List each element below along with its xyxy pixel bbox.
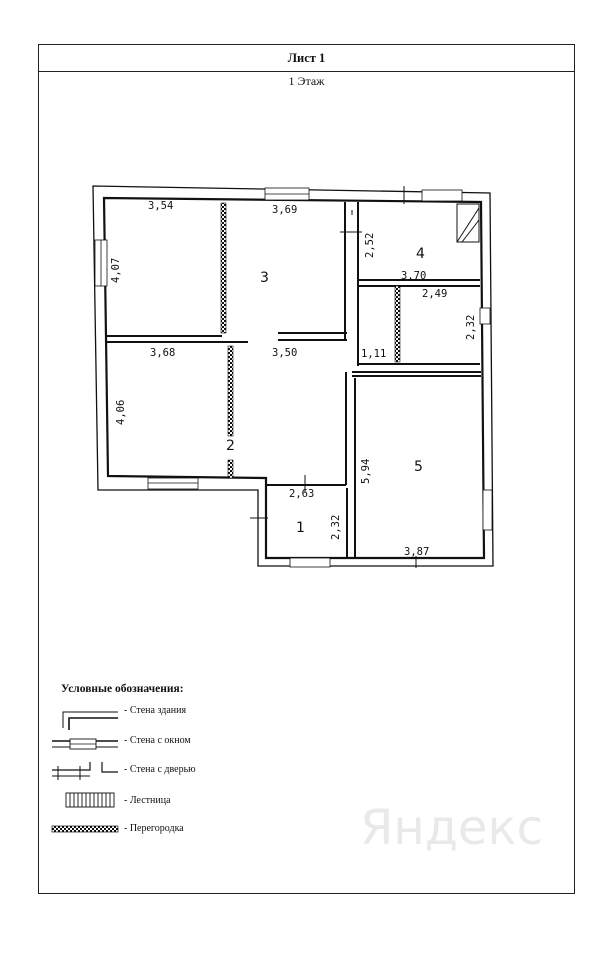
dim-closet-width: 1,11 (361, 348, 387, 360)
dim-small-room-height: 2,32 (465, 314, 477, 340)
dim-room1-height: 2,32 (330, 514, 342, 540)
stair-box (457, 204, 479, 242)
door-wall-symbol (52, 762, 118, 780)
dim-room5-height: 5,94 (360, 458, 372, 484)
room-number-1: 1 (296, 520, 305, 536)
dim-room3-width: 3,69 (272, 204, 298, 216)
room-number-2: 2 (226, 438, 235, 454)
dim-room1-width: 2,63 (289, 488, 315, 500)
legend-title: Условные обозначения: (61, 683, 184, 695)
dim-small-room-width: 2,49 (422, 288, 448, 300)
legend-label-partition: - Перегородка (124, 823, 184, 834)
dim-room2-width: 3,50 (272, 347, 298, 359)
floor-label: 1 Этаж (288, 74, 325, 88)
dim-room5-width: 3,87 (404, 546, 430, 558)
room-number-5: 5 (414, 459, 423, 475)
room-number-3: 3 (260, 270, 269, 286)
dim-top-left-width: 3,54 (148, 200, 174, 212)
legend-symbols (52, 712, 118, 832)
room-number-4: 4 (416, 246, 425, 262)
watermark: Яндекс (360, 800, 543, 856)
windows (95, 188, 492, 567)
legend-label-door-wall: - Стена с дверью (124, 764, 196, 775)
legend-label-staircase: - Лестница (124, 795, 171, 806)
dim-room4-height: 2,52 (364, 232, 376, 258)
staircase-symbol (66, 793, 114, 807)
dim-bottom-left-height: 4,06 (115, 399, 127, 425)
building-wall-symbol (63, 712, 118, 730)
dim-room4-width: 3,70 (401, 270, 427, 282)
sheet-title: Лист 1 (287, 51, 326, 65)
window-wall-symbol (52, 739, 118, 749)
partition-symbol (52, 826, 118, 832)
dim-bottom-left-width: 3,68 (150, 347, 176, 359)
legend-label-window-wall: - Стена с окном (124, 735, 191, 746)
legend-label-building-wall: - Стена здания (124, 705, 187, 716)
dim-top-left-height: 4,07 (110, 257, 122, 283)
